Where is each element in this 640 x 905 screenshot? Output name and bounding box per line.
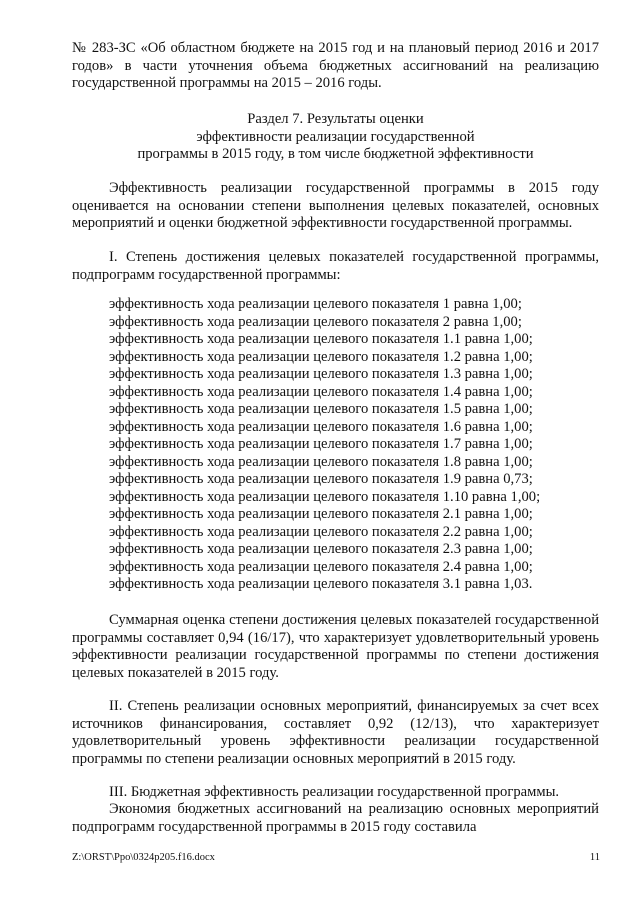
footer-file-path: Z:\ORST\Ppo\0324p205.f16.docx [72, 852, 215, 863]
section-title-line-3: программы в 2015 году, в том числе бюджетной эффективности [137, 146, 534, 163]
indicator-item: эффективность хода реализации целевого показателя 1.4 равна 1,00; [109, 383, 533, 400]
indicator-item: эффективность хода реализации целевого показателя 1.3 равна 1,00; [109, 366, 533, 382]
indicator-item: эффективность хода реализации целевого показателя 2 равна 1,00; [109, 313, 522, 330]
section-title-line-1: Раздел 7. Результаты оценки [247, 111, 424, 127]
indicator-item: эффективность хода реализации целевого показателя 3.1 равна 1,03. [109, 576, 533, 592]
indicator-item: эффективность хода реализации целевого показателя 1.6 равна 1,00; [109, 418, 533, 435]
indicator-item: эффективность хода реализации целевого показателя 1.5 равна 1,00; [109, 401, 533, 417]
indicator-list [109, 296, 589, 594]
indicator-item: эффективность хода реализации целевого показателя 1 равна 1,00; [109, 296, 522, 312]
indicator-item: эффективность хода реализации целевого показателя 1.7 равна 1,00; [109, 436, 533, 452]
indicator-item: эффективность хода реализации целевого показателя 1.2 равна 1,00; [109, 348, 533, 365]
section-I-heading: I. Степень достижения целевых показателей государственной программы, подпрограмм государственной программы: [72, 249, 599, 283]
section-III-paragraph: Экономия бюджетных ассигнований на реализацию основных мероприятий подпрограмм государственной программы в 2015 году составила [72, 801, 599, 835]
indicator-item: эффективность хода реализации целевого показателя 1.10 равна 1,00; [109, 488, 541, 505]
indicator-item: эффективность хода реализации целевого показателя 1.1 равна 1,00; [109, 331, 533, 347]
section-III-heading: III. Бюджетная эффективность реализации государственной программы. [109, 784, 560, 800]
indicator-item: эффективность хода реализации целевого показателя 1.9 равна 0,73; [109, 471, 533, 487]
footer-page-number: 11 [589, 852, 600, 863]
indicator-item: эффективность хода реализации целевого показателя 2.4 равна 1,00; [109, 558, 533, 575]
indicator-item: эффективность хода реализации целевого показателя 2.2 равна 1,00; [109, 523, 533, 540]
indicator-item: эффективность хода реализации целевого показателя 2.3 равна 1,00; [109, 541, 533, 557]
summary-paragraph: Суммарная оценка степени достижения целевых показателей государственной программы составляет 0,94 (16/17), что характеризует удовлетворительный уровень эффективности реализации государственной программы по степени достижения целевых показателей в 2015 году. [72, 612, 599, 681]
indicator-item: эффективность хода реализации целевого показателя 1.8 равна 1,00; [109, 453, 533, 470]
section-title-line-2: эффективности реализации государственной [196, 128, 475, 145]
efficiency-paragraph: Эффективность реализации государственной программы в 2015 году оценивается на основании степени выполнения целевых показателей, основных мероприятий и оценки бюджетной эффективности государственной программы. [72, 180, 599, 232]
section-II-paragraph: II. Степень реализации основных мероприятий, финансируемых за счет всех источников финансирования, составляет 0,92 (12/13), что характеризует удовлетворительный уровень эффективности реализации государственной программы по степени реализации основных мероприятий в 2015 году. [72, 698, 599, 767]
section-title [72, 111, 599, 164]
indicator-item: эффективность хода реализации целевого показателя 2.1 равна 1,00; [109, 506, 533, 522]
intro-paragraph: № 283-ЗС «Об областном бюджете на 2015 год и на плановый период 2016 и 2017 годов» в части уточнения объема бюджетных ассигнований на реализацию государственной программы на 2015 – 2016 годы. [72, 40, 599, 92]
